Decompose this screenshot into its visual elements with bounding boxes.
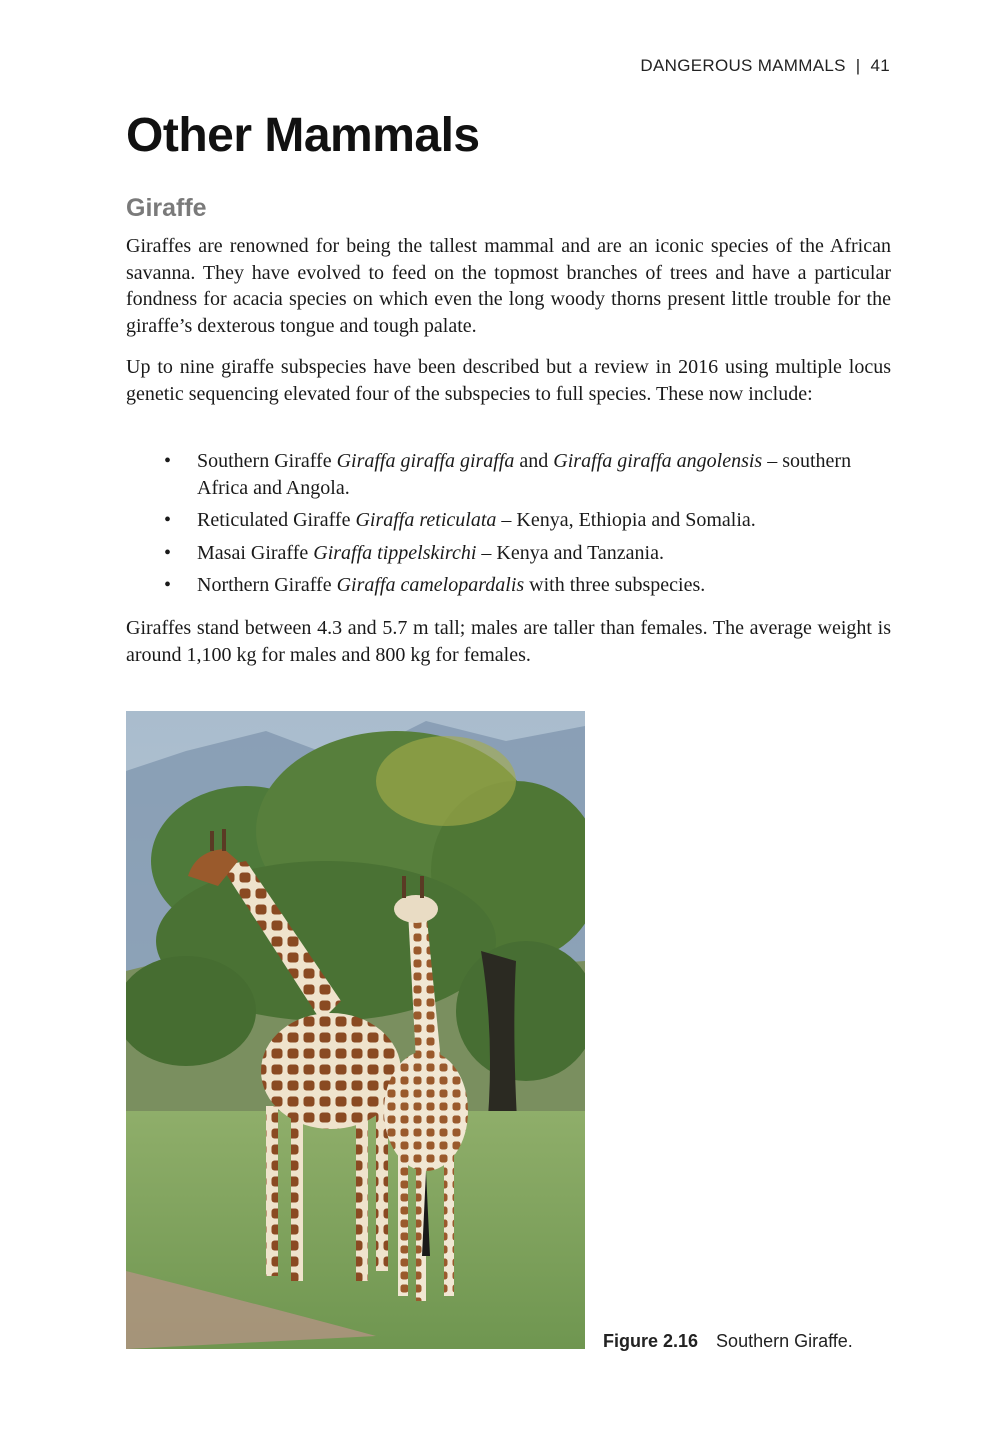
species-list	[126, 448, 891, 605]
chapter-title: Other Mammals	[126, 109, 480, 162]
latin-name: Giraffa tippelskirchi	[313, 541, 477, 564]
figure-label: Figure 2.16	[603, 1331, 699, 1351]
common-name: Southern Giraffe	[197, 450, 337, 472]
giraffe-photo	[126, 711, 585, 1349]
bullet: •	[164, 450, 172, 472]
figure-caption-text: Southern Giraffe.	[716, 1331, 853, 1351]
range-text: – Kenya, Ethiopia and Somalia.	[496, 509, 756, 531]
list-item	[126, 507, 891, 534]
latin-name: Giraffa reticulata	[355, 509, 497, 531]
range-text: with three subspecies.	[524, 574, 706, 596]
subspecies-paragraph: Up to nine giraffe subspecies have been described but a review in 2016 using multiple locus genetic sequencing elevated four of the subspecies to full species. These now include:	[126, 356, 891, 405]
running-title: DANGEROUS MAMMALS	[640, 56, 846, 75]
size-paragraph: Giraffes stand between 4.3 and 5.7 m tall; males are taller than females. The average weight is around 1,100 kg for males and 800 kg for females.	[126, 617, 891, 666]
range-text: – southern Africa and Angola.	[197, 450, 852, 499]
list-item	[126, 448, 891, 501]
conjunction: and	[514, 450, 554, 472]
section-title: Giraffe	[126, 194, 207, 222]
common-name: Masai Giraffe	[197, 541, 314, 564]
bullet: •	[164, 541, 172, 564]
running-head	[640, 56, 890, 76]
common-name: Northern Giraffe	[197, 574, 337, 596]
latin-name: Giraffa camelopardalis	[336, 574, 525, 596]
intro-paragraph: Giraffes are renowned for being the tallest mammal and are an iconic species of the African savanna. They have evolved to feed on the topmost branches of trees and have a particular fondness for acacia species on which even the long woody thorns present little trouble for the giraffe’s dexterous tongue and tough palate.	[126, 235, 891, 337]
figure-caption	[603, 1331, 853, 1352]
common-name: Reticulated Giraffe	[197, 509, 356, 531]
header-separator: |	[855, 56, 861, 75]
bullet: •	[164, 509, 172, 531]
list-item	[126, 540, 891, 567]
latin-name: Giraffa giraffa angolensis	[553, 450, 763, 472]
latin-name: Giraffa giraffa giraffa	[336, 450, 515, 472]
range-text: – Kenya and Tanzania.	[476, 541, 664, 564]
list-item	[126, 572, 891, 599]
bullet: •	[164, 574, 172, 596]
page-number: 41	[870, 56, 890, 75]
